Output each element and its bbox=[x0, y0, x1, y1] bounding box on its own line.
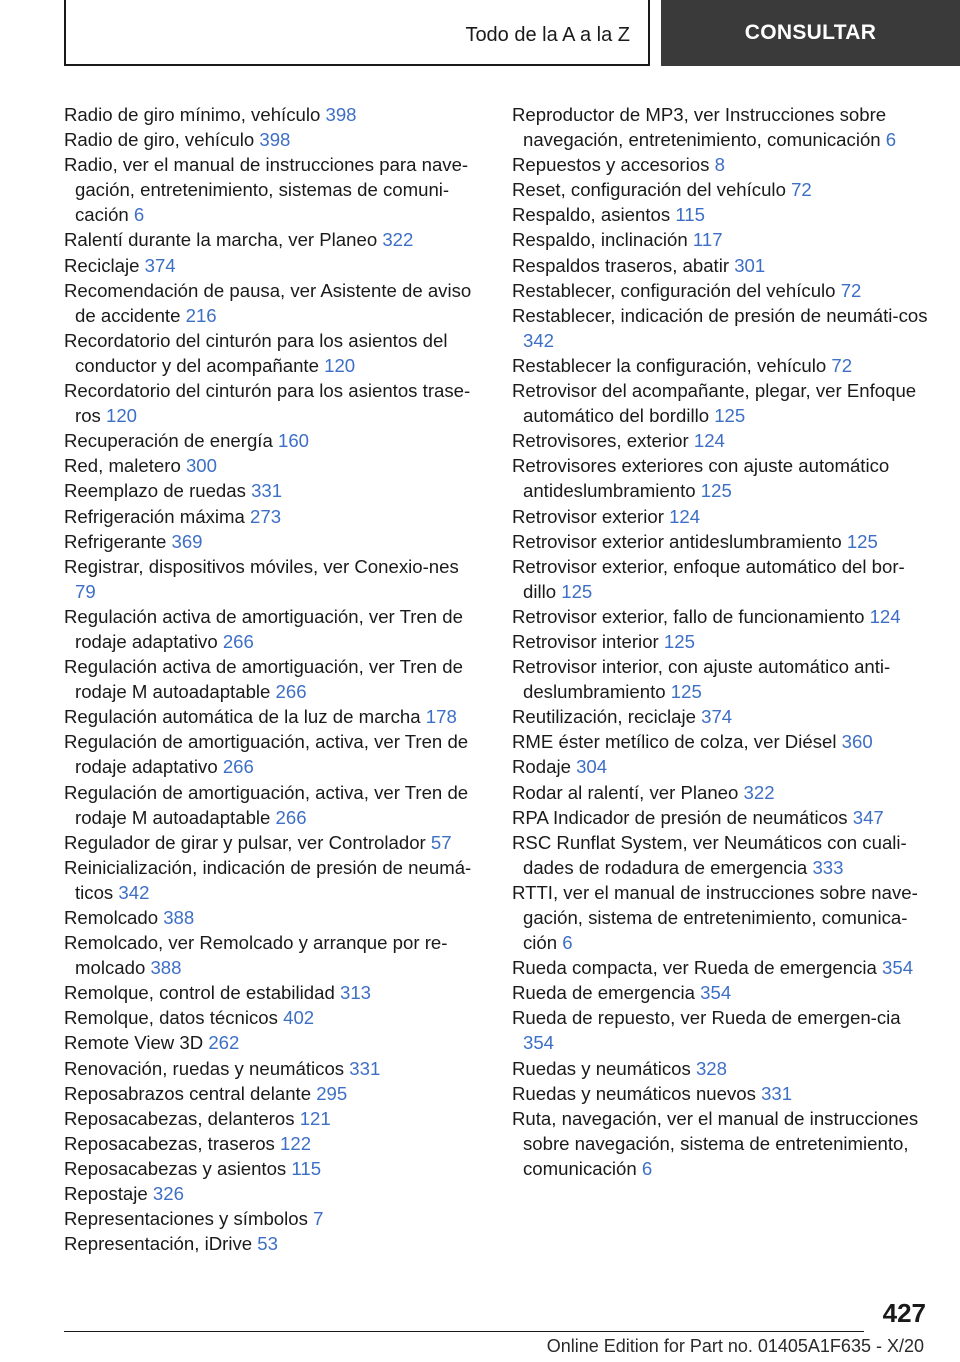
page-reference-link[interactable]: 369 bbox=[171, 530, 203, 552]
page-reference-link[interactable]: 328 bbox=[695, 1057, 727, 1079]
index-entry bbox=[512, 529, 932, 554]
index-entry bbox=[512, 955, 932, 980]
index-entry bbox=[64, 855, 484, 905]
index-entry bbox=[64, 980, 484, 1005]
index-entry-term: Retrovisor interior bbox=[512, 630, 664, 652]
index-entry bbox=[64, 604, 484, 654]
page-reference-link[interactable]: 124 bbox=[693, 430, 725, 452]
page-reference-link[interactable]: 115 bbox=[291, 1157, 322, 1179]
index-entry-term: Restablecer, indicación de presión de neumáti‐cos bbox=[512, 304, 928, 326]
page-reference-link[interactable]: 124 bbox=[669, 505, 701, 527]
index-entry-term: Remote View 3D bbox=[64, 1032, 209, 1054]
index-entry bbox=[64, 729, 484, 779]
index-entry-term: Remolcado bbox=[64, 907, 164, 928]
index-entry-term: Restablecer, configuración del vehículo bbox=[512, 279, 841, 301]
index-entry bbox=[512, 102, 932, 152]
index-entry-term: Reposacabezas y asientos bbox=[64, 1157, 292, 1179]
page-reference-link[interactable]: 342 bbox=[118, 881, 150, 903]
page-reference-link[interactable]: 266 bbox=[275, 681, 307, 703]
page-reference-link[interactable]: 266 bbox=[222, 630, 254, 652]
index-entry-term: Recuperación de energía bbox=[64, 430, 278, 452]
index-entry-term: RME éster metílico de colza, ver Diésel bbox=[512, 731, 842, 753]
index-entry bbox=[512, 604, 932, 629]
page-reference-link[interactable]: 313 bbox=[339, 982, 372, 1004]
index-entry bbox=[64, 1005, 484, 1030]
index-entry bbox=[512, 152, 932, 177]
index-entry-term: Recordatorio del cinturón para los asientos del conductor y del acompañante bbox=[64, 329, 448, 376]
index-entry bbox=[512, 353, 932, 378]
index-entry bbox=[512, 504, 932, 529]
page-reference-link[interactable]: 6 bbox=[562, 932, 573, 954]
page-reference-link[interactable]: 262 bbox=[208, 1032, 240, 1054]
index-entry bbox=[64, 102, 484, 127]
page-reference-link[interactable]: 125 bbox=[714, 405, 746, 427]
page-reference-link[interactable]: 333 bbox=[812, 856, 844, 878]
index-entry bbox=[64, 152, 484, 227]
index-entry bbox=[64, 830, 484, 855]
index-entry-term: Representaciones y símbolos bbox=[64, 1208, 314, 1230]
index-entry-term: Retrovisor del acompañante, plegar, ver Enfoque automático del bordillo bbox=[512, 380, 917, 427]
index-entry bbox=[64, 504, 484, 529]
index-entry-term: Reproductor de MP3, ver Instrucciones sobre navegación, entretenimiento, comunicación bbox=[512, 104, 887, 151]
page-reference-link[interactable]: 388 bbox=[150, 957, 182, 979]
page-reference-link[interactable]: 331 bbox=[761, 1082, 793, 1104]
page-reference-link[interactable]: 398 bbox=[325, 104, 357, 125]
index-entry bbox=[512, 1106, 932, 1181]
index-entry-term: Refrigerante bbox=[64, 530, 172, 552]
page-reference-link[interactable]: 6 bbox=[641, 1157, 653, 1179]
index-entry-term: Reposabrazos central delante bbox=[64, 1082, 317, 1104]
index-entry bbox=[64, 378, 484, 428]
index-entry bbox=[512, 1005, 932, 1055]
index-entry-term: Remolque, datos técnicos bbox=[64, 1007, 284, 1029]
index-entry-term: RTTI, ver el manual de instrucciones sobre nave‐gación, sistema de entretenimiento, comunica‐ción bbox=[512, 881, 918, 954]
index-entry-term: Repuestos y accesorios bbox=[512, 154, 715, 176]
index-entry bbox=[64, 227, 484, 252]
index-entry-term: Rodar al ralentí, ver Planeo bbox=[512, 781, 744, 803]
index-entry-term: Reinicialización, indicación de presión de neumá‐ticos bbox=[64, 856, 472, 903]
index-entry bbox=[64, 127, 484, 152]
index-entry-term: Remolcado, ver Remolcado y arranque por re‐molcado bbox=[64, 932, 448, 979]
page-reference-link[interactable]: 178 bbox=[425, 706, 457, 728]
index-entry-term: Reposacabezas, traseros bbox=[64, 1132, 281, 1154]
index-entry bbox=[512, 780, 932, 805]
index-entry bbox=[512, 303, 932, 353]
index-entry bbox=[64, 554, 484, 604]
page-reference-link[interactable]: 79 bbox=[75, 580, 96, 602]
index-entry-term: RSC Runflat System, ver Neumáticos con cuali‐dades de rodadura de emergencia bbox=[512, 831, 907, 878]
index-entry-term: Recomendación de pausa, ver Asistente de aviso de accidente bbox=[64, 279, 472, 326]
index-entry bbox=[64, 1056, 484, 1081]
page-reference-link[interactable]: 388 bbox=[163, 907, 195, 928]
index-entry-term: Reutilización, reciclaje bbox=[512, 706, 702, 728]
index-entry-term: Ruedas y neumáticos nuevos bbox=[512, 1082, 762, 1104]
index-entry bbox=[512, 1081, 932, 1106]
index-entry-term: Ruedas y neumáticos bbox=[512, 1057, 696, 1079]
index-entry bbox=[64, 1206, 484, 1231]
page-reference-link[interactable]: 125 bbox=[561, 580, 593, 602]
index-entry bbox=[64, 654, 484, 704]
index-entry-term: Regulación activa de amortiguación, ver Tren de rodaje M autoadaptable bbox=[64, 656, 463, 703]
header-rule-divider bbox=[648, 0, 650, 66]
index-entry-term: Retrovisor interior, con ajuste automático anti‐deslumbramiento bbox=[512, 656, 891, 703]
index-entry bbox=[512, 554, 932, 604]
index-entry-term: Refrigeración máxima bbox=[64, 505, 251, 527]
index-entry-term: Reposacabezas, delanteros bbox=[64, 1107, 300, 1129]
index-entry bbox=[512, 754, 932, 779]
index-entry-term: Reset, configuración del vehículo bbox=[512, 179, 792, 201]
index-entry bbox=[512, 1056, 932, 1081]
index-entry-term: Rueda de repuesto, ver Rueda de emergen‐cia bbox=[512, 1007, 901, 1029]
index-entry bbox=[64, 1181, 484, 1206]
index-entry-term: Red, maletero bbox=[64, 455, 186, 477]
index-entry-term: Ruta, navegación, ver el manual de instrucciones sobre navegación, sistema de entretenimiento, comunicación bbox=[512, 1107, 919, 1179]
index-entry-term: Rueda compacta, ver Rueda de emergencia bbox=[512, 957, 883, 979]
index-entry bbox=[512, 805, 932, 830]
page-reference-link[interactable]: 6 bbox=[133, 204, 145, 226]
index-entry bbox=[512, 629, 932, 654]
page-reference-link[interactable]: 7 bbox=[313, 1208, 324, 1230]
index-column-right bbox=[512, 102, 932, 1181]
index-entry bbox=[64, 1231, 484, 1256]
page-reference-link[interactable]: 125 bbox=[663, 630, 695, 652]
index-entry bbox=[64, 529, 484, 554]
page-reference-link[interactable]: 331 bbox=[251, 480, 283, 502]
index-entry bbox=[512, 428, 932, 453]
page-header bbox=[0, 0, 960, 66]
index-entry bbox=[512, 453, 932, 503]
page-reference-link[interactable]: 331 bbox=[349, 1057, 381, 1079]
page-reference-link[interactable]: 354 bbox=[700, 982, 732, 1004]
index-entry-term: Remolque, control de estabilidad bbox=[64, 982, 340, 1004]
index-entry-term: Repostaje bbox=[64, 1183, 153, 1205]
index-entry bbox=[512, 378, 932, 428]
page-reference-link[interactable]: 53 bbox=[257, 1233, 278, 1255]
index-entry-term: Regulación activa de amortiguación, ver Tren de rodaje adaptativo bbox=[64, 605, 463, 652]
page-reference-link[interactable]: 354 bbox=[882, 957, 914, 979]
page-reference-link[interactable]: 124 bbox=[869, 605, 901, 627]
index-entry-term: Reciclaje bbox=[64, 254, 145, 276]
page-reference-link[interactable]: 120 bbox=[324, 354, 356, 376]
header-rule-bottom bbox=[64, 64, 650, 66]
page-reference-link[interactable]: 121 bbox=[299, 1107, 331, 1129]
index-entry bbox=[64, 453, 484, 478]
index-entry bbox=[512, 177, 932, 202]
page-reference-link[interactable]: 72 bbox=[840, 279, 862, 301]
index-entry bbox=[512, 980, 932, 1005]
index-entry bbox=[64, 1156, 484, 1181]
page-reference-link[interactable]: 115 bbox=[675, 204, 705, 226]
index-entry-term: Renovación, ruedas y neumáticos bbox=[64, 1057, 350, 1079]
page-reference-link[interactable]: 122 bbox=[280, 1132, 312, 1154]
index-entry bbox=[64, 1081, 484, 1106]
page-reference-link[interactable]: 216 bbox=[185, 304, 217, 326]
index-entry-term: Respaldos traseros, abatir bbox=[512, 254, 735, 276]
page-reference-link[interactable]: 266 bbox=[275, 806, 307, 828]
index-entry bbox=[64, 780, 484, 830]
page-reference-link[interactable]: 301 bbox=[734, 254, 766, 276]
page-reference-link[interactable]: 326 bbox=[152, 1183, 184, 1205]
index-entry-term: Restablecer la configuración, vehículo bbox=[512, 354, 832, 376]
index-entry bbox=[64, 930, 484, 980]
index-entry bbox=[64, 1030, 484, 1055]
index-entry-term: Radio de giro mínimo, vehículo bbox=[64, 104, 326, 125]
page-reference-link[interactable]: 322 bbox=[382, 229, 414, 251]
index-entry bbox=[512, 880, 932, 955]
page-reference-link[interactable]: 322 bbox=[743, 781, 775, 803]
index-entry bbox=[64, 478, 484, 503]
index-entry-term: Retrovisor exterior, enfoque automático del bor‐dillo bbox=[512, 555, 905, 602]
index-entry-term: Regulador de girar y pulsar, ver Controlador bbox=[64, 831, 431, 853]
index-entry-term: Ralentí durante la marcha, ver Planeo bbox=[64, 229, 383, 251]
page-reference-link[interactable]: 295 bbox=[316, 1082, 348, 1104]
index-entry-term: Radio de giro, vehículo bbox=[64, 129, 260, 151]
index-entry bbox=[512, 253, 932, 278]
page-reference-link[interactable]: 266 bbox=[222, 756, 254, 778]
page-reference-link[interactable]: 273 bbox=[250, 505, 282, 527]
page-reference-link[interactable]: 72 bbox=[831, 354, 853, 376]
index-entry-term: Regulación automática de la luz de marcha bbox=[64, 706, 426, 728]
index-column-left bbox=[64, 102, 484, 1256]
index-entry-term: Retrovisor exterior bbox=[512, 505, 670, 527]
index-entry-term: RPA Indicador de presión de neumáticos bbox=[512, 806, 853, 828]
page-reference-link[interactable]: 398 bbox=[259, 129, 291, 151]
header-rule-left bbox=[64, 0, 66, 66]
index-entry-term: Respaldo, asientos bbox=[512, 204, 676, 226]
page-reference-link[interactable]: 125 bbox=[846, 530, 878, 552]
index-entry-term: Radio, ver el manual de instrucciones para nave‐gación, entretenimiento, sistemas de comuni‐cación bbox=[64, 154, 469, 226]
index-entry bbox=[64, 704, 484, 729]
footer-edition: Online Edition for Part no. 01405A1F635 - X/20 bbox=[546, 1336, 924, 1356]
page-reference-link[interactable]: 120 bbox=[106, 405, 138, 427]
page-number: 427 bbox=[882, 1298, 926, 1328]
index-entry bbox=[64, 1131, 484, 1156]
index-entry bbox=[64, 1106, 484, 1131]
index-entry bbox=[512, 227, 932, 252]
page-reference-link[interactable]: 360 bbox=[841, 731, 873, 753]
index-entry-term: Reemplazo de ruedas bbox=[64, 480, 252, 502]
index-entry-term: Retrovisores exteriores con ajuste automático antideslumbramiento bbox=[512, 455, 890, 502]
index-entry bbox=[512, 278, 932, 303]
index-entry bbox=[512, 830, 932, 880]
page-reference-link[interactable]: 160 bbox=[277, 430, 310, 452]
index-entry-term: Respaldo, inclinación bbox=[512, 229, 693, 251]
index-entry bbox=[512, 654, 932, 704]
page-reference-link[interactable]: 374 bbox=[144, 254, 176, 276]
index-entry-term: Rodaje bbox=[512, 756, 577, 778]
page-reference-link[interactable]: 6 bbox=[885, 129, 897, 151]
index-entry-term: Recordatorio del cinturón para los asientos trase‐ros bbox=[64, 380, 471, 427]
page-reference-link[interactable]: 304 bbox=[576, 756, 608, 778]
index-entry bbox=[512, 202, 932, 227]
index-entry bbox=[64, 253, 484, 278]
page-reference-link[interactable]: 125 bbox=[700, 480, 732, 502]
page-reference-link[interactable]: 354 bbox=[523, 1032, 555, 1054]
page-reference-link[interactable]: 402 bbox=[283, 1007, 315, 1029]
index-entry-term: Rueda de emergencia bbox=[512, 982, 701, 1004]
index-entry-term: Retrovisor exterior, fallo de funcionamiento bbox=[512, 605, 870, 627]
index-entry bbox=[512, 729, 932, 754]
index-entry-term: Retrovisores, exterior bbox=[512, 430, 694, 452]
page-reference-link[interactable]: 342 bbox=[523, 329, 555, 351]
page-reference-link[interactable]: 125 bbox=[670, 681, 702, 703]
index-entry bbox=[64, 328, 484, 378]
index-entry bbox=[64, 278, 484, 328]
index-entry bbox=[64, 428, 484, 453]
page-reference-link[interactable]: 374 bbox=[701, 706, 733, 728]
page-reference-link[interactable]: 57 bbox=[430, 831, 452, 853]
section-title: Todo de la A a la Z bbox=[465, 24, 630, 46]
chapter-tab[interactable]: CONSULTAR bbox=[661, 0, 960, 66]
index-entry-term: Registrar, dispositivos móviles, ver Conexio‐nes bbox=[64, 555, 459, 577]
index-entry-term: Representación, iDrive bbox=[64, 1233, 258, 1255]
page-reference-link[interactable]: 8 bbox=[714, 154, 725, 176]
page-reference-link[interactable]: 72 bbox=[791, 179, 812, 201]
index-entry bbox=[64, 905, 484, 930]
page-reference-link[interactable]: 347 bbox=[852, 806, 884, 828]
index-entry-term: Regulación de amortiguación, activa, ver Tren de rodaje adaptativo bbox=[64, 731, 469, 778]
page-reference-link[interactable]: 117 bbox=[692, 229, 723, 251]
index-entry-term: Retrovisor exterior antideslumbramiento bbox=[512, 530, 847, 552]
index-entry-term: Regulación de amortiguación, activa, ver Tren de rodaje M autoadaptable bbox=[64, 781, 469, 828]
footer-rule bbox=[64, 1331, 864, 1332]
index-entry bbox=[512, 704, 932, 729]
page-reference-link[interactable]: 300 bbox=[185, 455, 217, 477]
